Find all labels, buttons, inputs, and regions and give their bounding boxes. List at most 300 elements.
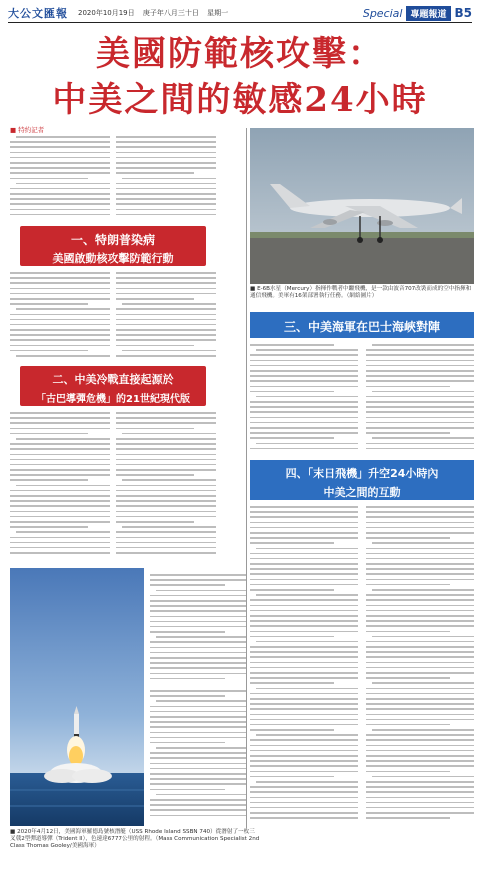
text-line	[250, 760, 358, 762]
text-line	[366, 396, 474, 398]
text-line	[150, 752, 246, 754]
text-line	[250, 646, 358, 648]
text-line	[10, 303, 88, 305]
text-line	[250, 802, 358, 804]
text-line	[150, 610, 246, 612]
text-line	[250, 417, 358, 419]
text-line	[10, 511, 110, 513]
text-line	[116, 443, 216, 445]
text-line	[250, 791, 358, 793]
text-line	[122, 303, 216, 305]
text-line	[366, 750, 474, 752]
text-line	[250, 765, 358, 767]
text-line	[116, 167, 216, 169]
text-line	[10, 469, 110, 471]
text-line	[10, 552, 110, 554]
text-line	[116, 157, 216, 159]
text-line	[10, 542, 110, 544]
section-2-text-column-1	[10, 412, 110, 562]
text-line	[10, 203, 110, 205]
text-line	[150, 742, 225, 744]
text-line	[10, 214, 110, 216]
text-line	[150, 605, 246, 607]
text-line	[366, 662, 474, 664]
text-line	[150, 641, 246, 643]
text-line	[10, 454, 110, 456]
text-line	[250, 615, 358, 617]
section-1-banner	[20, 226, 206, 266]
text-lines	[116, 412, 216, 554]
text-line	[366, 448, 474, 450]
text-line	[366, 401, 474, 403]
text-line	[150, 716, 246, 718]
text-line	[116, 209, 216, 211]
section-1-title-line-2: 美國啟動核攻擊防範行動	[52, 252, 174, 265]
text-line	[250, 401, 358, 403]
text-line	[366, 563, 474, 565]
text-line	[366, 703, 474, 705]
text-line	[10, 339, 110, 341]
text-line	[150, 732, 246, 734]
text-line	[150, 574, 246, 576]
text-line	[10, 505, 110, 507]
text-line	[10, 298, 110, 300]
text-line	[366, 817, 450, 819]
text-line	[250, 573, 358, 575]
text-line	[366, 745, 474, 747]
issue-info	[78, 8, 234, 18]
text-line	[256, 548, 358, 550]
text-line	[250, 360, 358, 362]
text-line	[256, 349, 358, 351]
text-line	[366, 522, 474, 524]
text-line	[366, 386, 450, 388]
text-line	[366, 786, 474, 788]
text-line	[372, 636, 474, 638]
text-line	[10, 412, 110, 414]
text-lines	[366, 506, 474, 819]
text-line	[10, 282, 110, 284]
text-line	[116, 542, 216, 544]
text-line	[150, 657, 246, 659]
text-line	[10, 288, 110, 290]
text-line	[366, 714, 474, 716]
missile-photo-caption: ■ 2020年4月12日，美國海軍羅德島號核潛艇（USS Rhode Island SSBN 740）從潛射了一枚三叉戟2型彈道導彈（Trident II），色速達6777公里的射程。（Mass Communication Specialist 2nd Class Thomas Gooley/美國海軍）	[10, 829, 260, 849]
text-line	[366, 641, 474, 643]
text-line	[366, 548, 474, 550]
text-line	[250, 625, 358, 627]
text-line	[366, 573, 474, 575]
text-line	[250, 448, 358, 450]
text-line	[116, 162, 216, 164]
text-line	[150, 773, 246, 775]
section-4-text-column-1	[250, 506, 358, 826]
text-line	[250, 522, 358, 524]
text-line	[250, 568, 358, 570]
text-line	[256, 734, 358, 736]
text-line	[10, 172, 110, 174]
text-line	[116, 193, 216, 195]
text-line	[150, 695, 225, 697]
text-line	[366, 537, 450, 539]
text-line	[256, 396, 358, 398]
text-line	[250, 542, 334, 544]
text-line	[366, 610, 474, 612]
text-line	[366, 651, 474, 653]
section-3-text-column-1	[250, 344, 358, 456]
text-line	[250, 807, 358, 809]
text-line	[372, 776, 474, 778]
text-line	[116, 183, 216, 185]
text-line	[250, 422, 358, 424]
text-line	[250, 667, 358, 669]
text-line	[116, 537, 216, 539]
text-line	[366, 631, 450, 633]
text-line	[122, 178, 216, 180]
text-line	[150, 600, 246, 602]
text-line	[116, 485, 216, 487]
section-4-title-line-1: 四、「末日飛機」升空24小時內	[285, 467, 439, 480]
text-line	[116, 141, 216, 143]
text-lines	[10, 412, 110, 554]
text-line	[366, 739, 474, 741]
text-line	[10, 428, 110, 430]
text-line	[366, 719, 474, 721]
text-line	[366, 620, 474, 622]
text-line	[116, 521, 194, 523]
text-line	[250, 605, 358, 607]
text-line	[250, 714, 358, 716]
section-2-title-line-1: 二、中美冷戰直接起源於	[52, 373, 174, 386]
text-line	[366, 771, 450, 773]
text-line	[156, 794, 246, 796]
masthead	[8, 4, 472, 23]
text-line	[116, 552, 216, 554]
text-line	[256, 641, 358, 643]
text-line	[250, 729, 334, 731]
text-line	[366, 354, 474, 356]
text-line	[116, 490, 216, 492]
text-line	[116, 308, 216, 310]
section-3-title: 三、中美海軍在巴士海峽對陣	[283, 320, 441, 334]
text-line	[366, 605, 474, 607]
text-line	[116, 438, 216, 440]
text-line	[116, 459, 216, 461]
section-tag	[363, 6, 472, 21]
text-line	[10, 474, 110, 476]
text-lines	[250, 506, 358, 819]
text-line	[156, 700, 246, 702]
text-line	[116, 319, 216, 321]
section-1-text-column-1	[10, 272, 110, 362]
text-line	[250, 344, 334, 346]
section-chinese-label: 專題報道	[406, 6, 450, 21]
section-2-text-column-2	[116, 412, 216, 562]
text-line	[366, 807, 474, 809]
text-line	[10, 500, 110, 502]
text-line	[366, 417, 474, 419]
text-line	[116, 136, 216, 138]
text-line	[366, 724, 450, 726]
text-line	[366, 406, 474, 408]
text-line	[150, 721, 246, 723]
text-line	[122, 350, 216, 352]
text-line	[10, 443, 110, 445]
e6b-aircraft-photo	[250, 128, 474, 284]
text-line	[150, 778, 246, 780]
text-line	[116, 339, 216, 341]
text-lines	[250, 344, 358, 449]
text-line	[10, 329, 110, 331]
text-line	[366, 656, 474, 658]
text-line	[116, 422, 216, 424]
text-line	[116, 152, 216, 154]
text-line	[10, 141, 110, 143]
text-line	[366, 667, 474, 669]
text-line	[116, 188, 216, 190]
text-line	[10, 479, 88, 481]
text-line	[250, 672, 358, 674]
headline-line-1: 美國防範核攻擊：	[96, 34, 384, 74]
text-line	[366, 646, 474, 648]
issue-date: 2020年10月19日	[78, 9, 135, 17]
text-line	[10, 188, 110, 190]
byline: ■ 特約記者	[10, 126, 45, 134]
text-line	[250, 677, 358, 679]
text-line	[156, 747, 246, 749]
text-line	[10, 334, 110, 336]
text-line	[150, 616, 246, 618]
text-line	[116, 314, 216, 316]
text-line	[250, 506, 358, 508]
text-line	[150, 652, 246, 654]
text-line	[366, 615, 474, 617]
text-lines	[366, 344, 474, 449]
text-line	[156, 590, 246, 592]
text-line	[150, 763, 246, 765]
text-line	[366, 349, 474, 351]
text-line	[150, 631, 225, 633]
text-line	[366, 568, 474, 570]
text-line	[150, 815, 246, 817]
text-line	[366, 370, 474, 372]
text-line	[250, 432, 358, 434]
text-line	[116, 198, 216, 200]
text-line	[10, 277, 110, 279]
text-line	[250, 631, 358, 633]
text-line	[122, 433, 216, 435]
text-line	[150, 584, 225, 586]
text-line	[366, 693, 474, 695]
text-line	[10, 209, 110, 211]
text-line	[366, 360, 474, 362]
section-3-text-column-2	[366, 344, 474, 456]
text-line	[366, 698, 474, 700]
text-line	[150, 621, 246, 623]
text-line	[116, 324, 216, 326]
text-line	[250, 406, 358, 408]
text-line	[366, 677, 450, 679]
missile-launch-photo	[10, 568, 144, 826]
text-line	[150, 673, 246, 675]
text-line	[250, 579, 358, 581]
text-line	[250, 708, 358, 710]
text-line	[10, 272, 110, 274]
text-line	[256, 594, 358, 596]
text-line	[116, 505, 216, 507]
text-line	[116, 516, 216, 518]
text-line	[256, 443, 358, 445]
section-1-title-line-1: 一、特朗普染病	[70, 233, 156, 247]
text-line	[150, 678, 225, 680]
text-line	[256, 688, 358, 690]
text-line	[366, 708, 474, 710]
text-line	[16, 355, 110, 357]
text-line	[150, 737, 246, 739]
text-line	[116, 412, 216, 414]
issue-lunar-date: 庚子年八月三十日	[142, 9, 199, 17]
text-line	[250, 589, 334, 591]
text-line	[10, 178, 88, 180]
text-line	[250, 516, 358, 518]
text-line	[250, 553, 358, 555]
text-line	[10, 314, 110, 316]
text-line	[250, 693, 358, 695]
intro-text-column-2	[116, 136, 216, 222]
column-divider	[246, 128, 247, 828]
text-line	[116, 464, 216, 466]
section-1-text-column-2	[116, 272, 216, 362]
text-line	[250, 511, 358, 513]
text-line	[250, 776, 334, 778]
text-line	[250, 365, 358, 367]
text-line	[366, 797, 474, 799]
text-line	[250, 786, 358, 788]
text-line	[366, 380, 474, 382]
text-line	[10, 547, 110, 549]
text-line	[10, 345, 110, 347]
section-2-text-column-4	[150, 690, 246, 825]
text-line	[10, 448, 110, 450]
text-lines	[10, 136, 110, 215]
text-line	[116, 355, 216, 357]
text-line	[10, 422, 110, 424]
text-line	[250, 698, 358, 700]
text-line	[250, 739, 358, 741]
text-line	[372, 729, 474, 731]
text-line	[150, 799, 246, 801]
text-line	[366, 527, 474, 529]
text-line	[10, 324, 110, 326]
text-line	[150, 804, 246, 806]
text-line	[366, 375, 474, 377]
headline-line-2: 中美之間的敏感24小時	[52, 80, 428, 120]
text-line	[250, 386, 358, 388]
text-line	[150, 768, 246, 770]
text-line	[116, 203, 216, 205]
aircraft-photo-caption: ■ E-6B水星（Mercury）指揮作戰者中繼飛機，是一款由波音707改裝而成的空中指揮和通信飛機。美軍有16架部署執行任務。（網絡圖片）	[250, 286, 472, 299]
text-line	[366, 802, 474, 804]
text-line	[150, 706, 246, 708]
text-line	[250, 797, 358, 799]
text-line	[366, 672, 474, 674]
text-line	[250, 427, 358, 429]
text-line	[250, 610, 358, 612]
text-line	[250, 724, 358, 726]
text-line	[10, 433, 88, 435]
text-line	[10, 157, 110, 159]
text-line	[250, 620, 358, 622]
text-line	[156, 636, 246, 638]
section-2-text-column-3	[150, 574, 246, 684]
text-line	[10, 526, 88, 528]
text-line	[150, 667, 246, 669]
text-line	[366, 734, 474, 736]
text-line	[10, 162, 110, 164]
section-4-banner	[250, 460, 474, 500]
text-line	[116, 417, 216, 419]
text-line	[122, 479, 216, 481]
text-line	[366, 594, 474, 596]
text-line	[150, 690, 246, 692]
text-line	[10, 293, 110, 295]
text-line	[250, 558, 358, 560]
text-line	[250, 370, 358, 372]
text-line	[250, 527, 358, 529]
text-line	[366, 427, 474, 429]
section-2-banner	[20, 366, 206, 406]
text-line	[10, 146, 110, 148]
text-line	[250, 380, 358, 382]
text-line	[366, 553, 474, 555]
text-line	[116, 172, 194, 174]
text-line	[16, 136, 110, 138]
text-line	[250, 745, 358, 747]
text-line	[250, 812, 358, 814]
text-line	[250, 563, 358, 565]
text-line	[16, 531, 110, 533]
text-line	[366, 365, 474, 367]
text-line	[116, 298, 194, 300]
section-3-banner	[250, 312, 474, 338]
text-line	[116, 448, 216, 450]
text-line	[366, 688, 474, 690]
text-line	[116, 334, 216, 336]
section-2-title-line-2: 「古巴導彈危機」的21世紀現代版	[36, 394, 190, 405]
text-line	[10, 152, 110, 154]
text-line	[372, 437, 474, 439]
text-line	[366, 558, 474, 560]
text-line	[150, 726, 246, 728]
text-line	[366, 516, 474, 518]
text-line	[150, 662, 246, 664]
text-line	[366, 625, 474, 627]
text-line	[256, 781, 358, 783]
text-line	[366, 584, 450, 586]
text-line	[116, 474, 194, 476]
text-lines	[10, 272, 110, 357]
text-line	[116, 428, 194, 430]
text-line	[250, 703, 358, 705]
text-line	[10, 417, 110, 419]
section-4-text-column-2	[366, 506, 474, 826]
text-lines	[116, 272, 216, 357]
text-line	[10, 167, 110, 169]
text-line	[366, 765, 474, 767]
text-line	[10, 495, 110, 497]
text-line	[122, 526, 216, 528]
text-line	[366, 411, 474, 413]
